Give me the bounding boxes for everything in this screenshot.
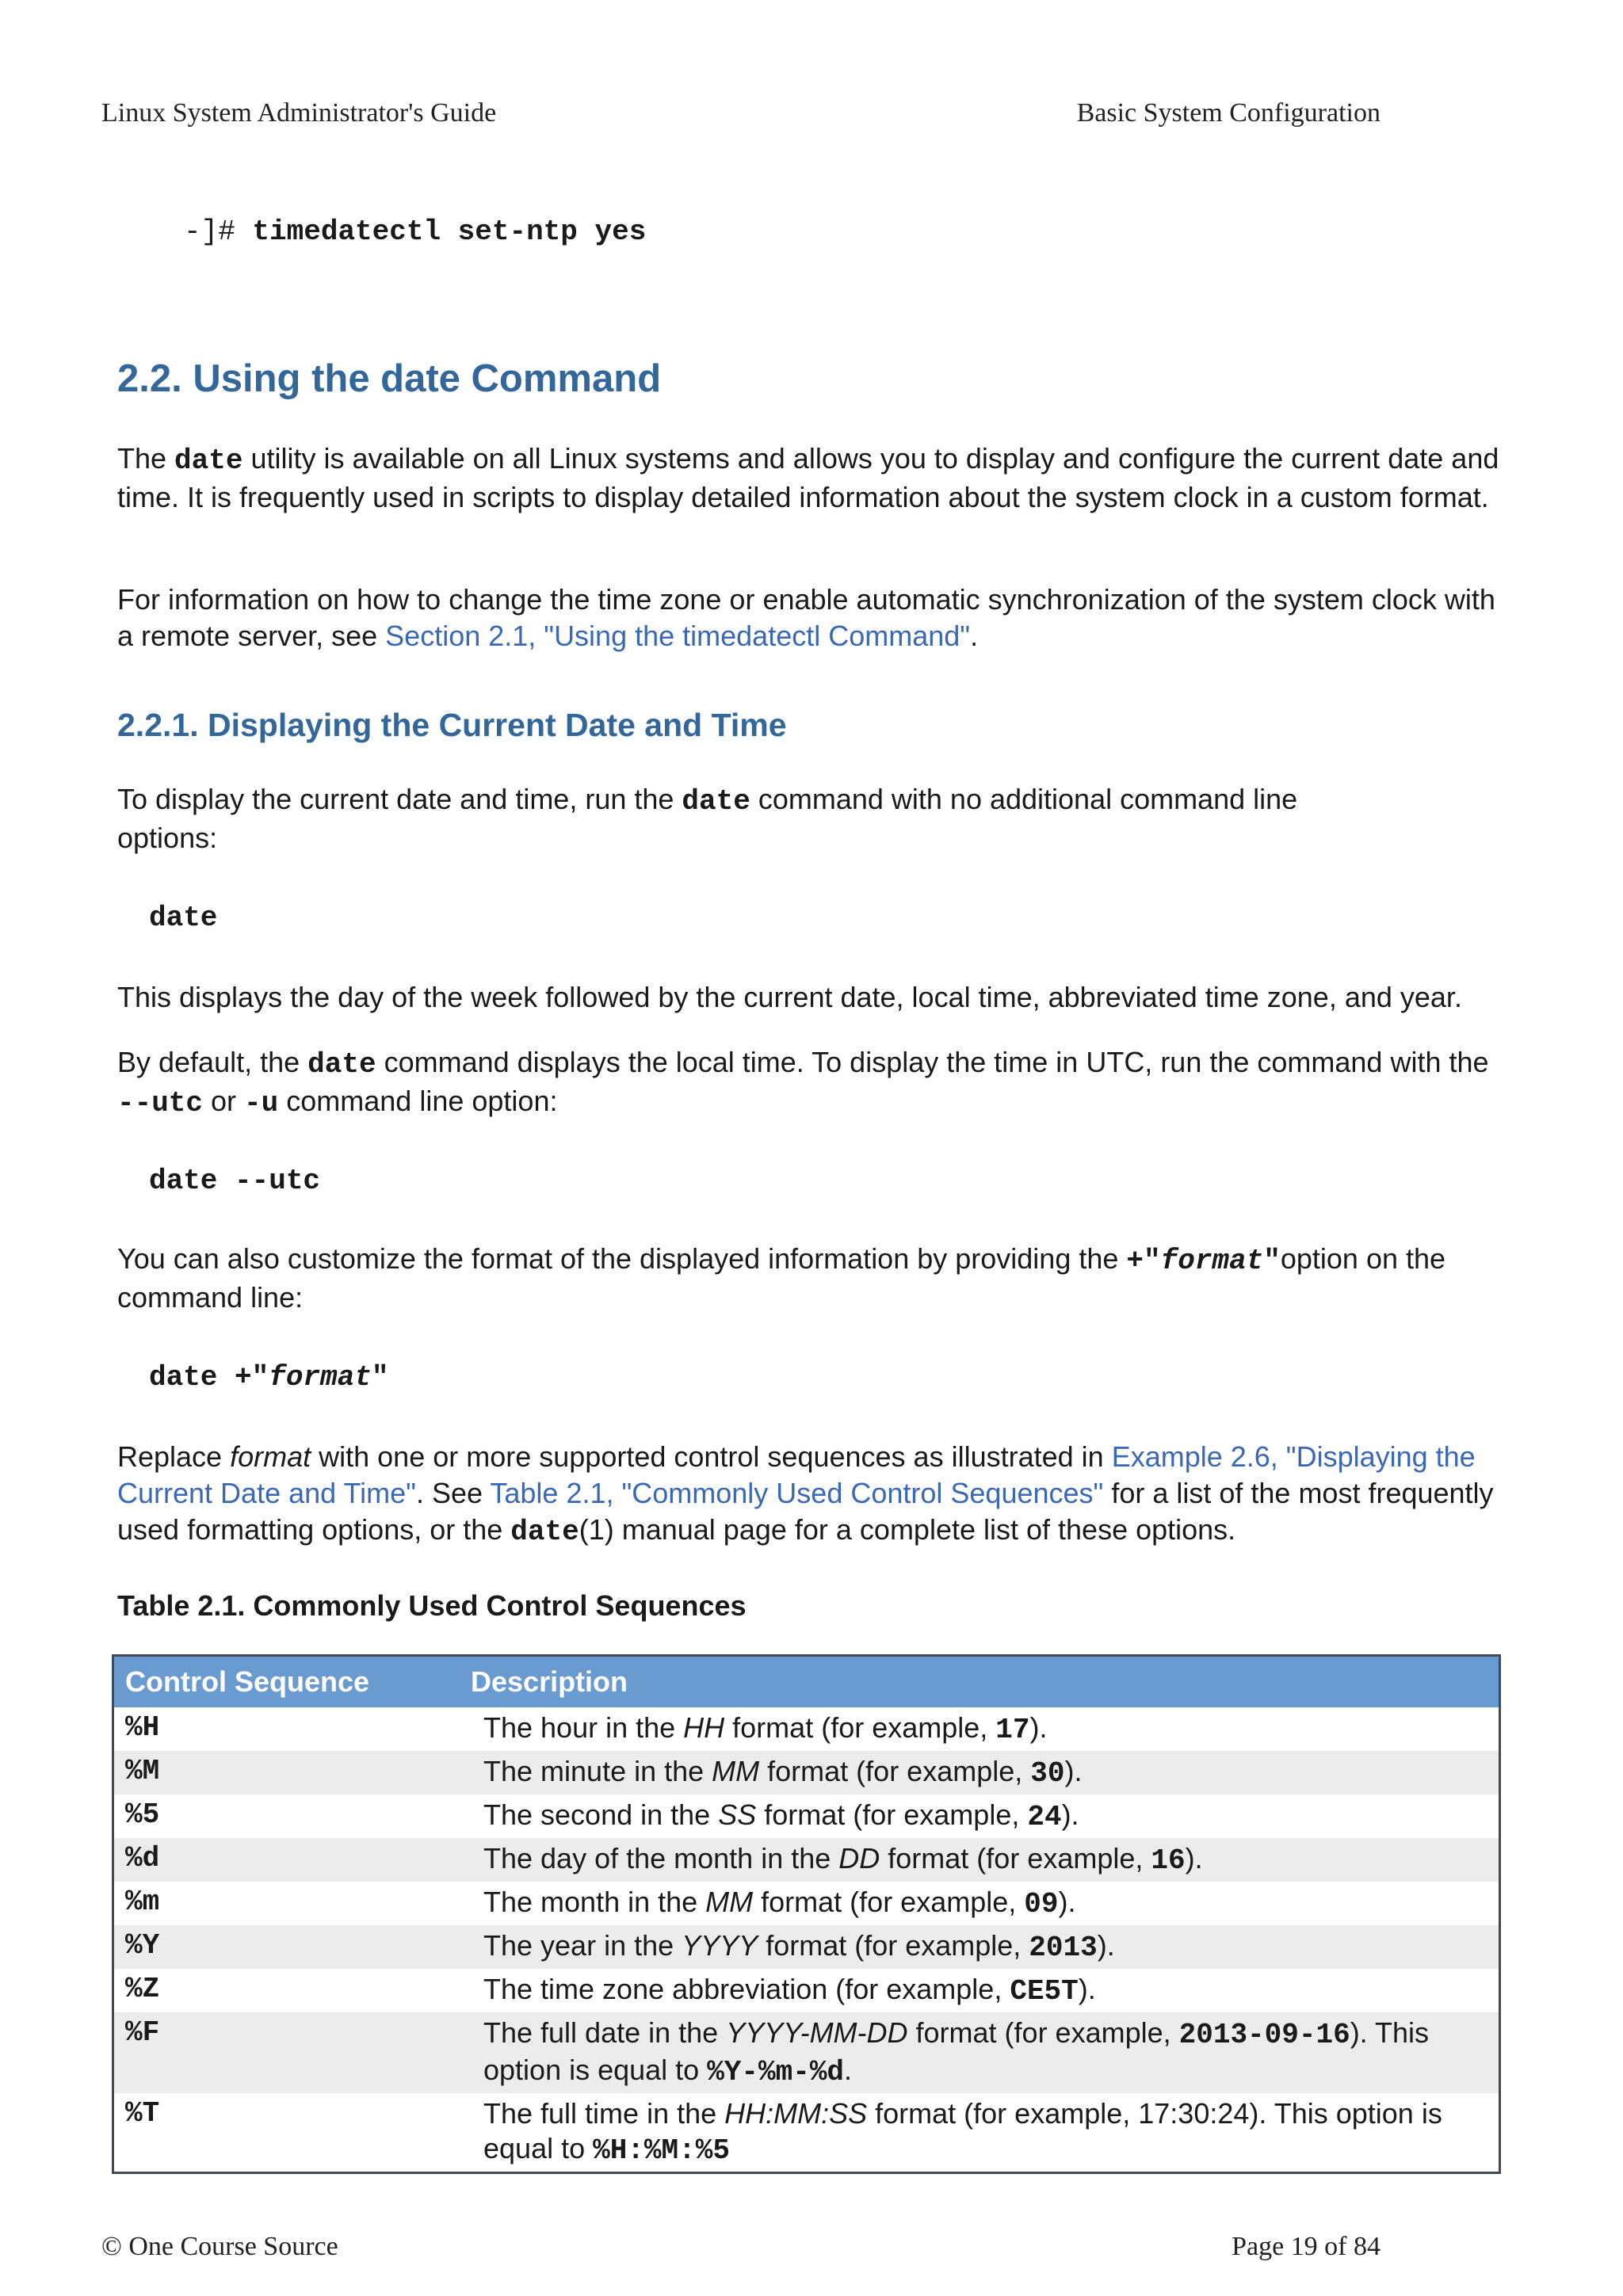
section-heading: 2.2. Using the date Command (117, 357, 662, 400)
text: ). (1029, 1711, 1048, 1744)
text: DD (838, 1842, 880, 1875)
subsection-paragraph-4 (117, 1241, 1512, 1316)
text: " (1263, 1245, 1281, 1277)
control-sequence-cell: %T (125, 2097, 160, 2130)
section-paragraph-2 (117, 582, 1512, 654)
header-doc-title: Linux System Administrator's Guide (101, 98, 497, 128)
table-row (113, 1969, 1500, 2012)
control-sequence-cell: %M (113, 1751, 460, 1794)
text: 2013 (1029, 1932, 1098, 1964)
text: format (269, 1361, 372, 1394)
text: format (for example, (759, 1755, 1031, 1787)
shell-command: timedatectl set-ntp yes (252, 215, 647, 248)
text: The time zone abbreviation (for example, (483, 1973, 1010, 2005)
text: By default, the (117, 1046, 308, 1078)
inline-option: --utc (117, 1087, 204, 1119)
text: for a list of the most frequently used formatting options, or the (117, 1477, 1494, 1546)
text: with one or more supported control sequences as illustrated in (311, 1440, 1112, 1473)
text: To display the current date and time, run the (117, 783, 682, 815)
text: 2013-09-16 (1178, 2019, 1350, 2051)
code-block-date-utc: date --utc (149, 1165, 321, 1197)
text: format (for example, (907, 2016, 1179, 2049)
subsection-paragraph-2: This displays the day of the week followed by the current date, local time, abbreviated time zone, and year. (117, 981, 1462, 1013)
section-paragraph-1 (117, 441, 1512, 516)
code-block-date: date (149, 902, 218, 934)
text: or (203, 1085, 245, 1117)
text: YYYY-MM-DD (726, 2016, 908, 2049)
text: MM (705, 1886, 754, 1918)
text: 24 (1027, 1801, 1062, 1833)
inline-option (1126, 1245, 1280, 1277)
description-cell (460, 2012, 1500, 2093)
example-link[interactable]: Example 2.6, "Displaying the Current Date and Time" (117, 1440, 1476, 1509)
description-cell (460, 1794, 1500, 1838)
text: command displays the local time. To display the time in UTC, run the command with the (376, 1046, 1489, 1078)
control-sequence-cell: %Z (125, 1973, 160, 2005)
table-link[interactable]: Table 2.1, "Commonly Used Control Sequences" (490, 1477, 1104, 1509)
control-sequence-cell: %m (125, 1886, 160, 1918)
previous-code-block (184, 215, 646, 248)
control-sequences-table (112, 1654, 1501, 2174)
text: ). This option is equal to (483, 2016, 1430, 2086)
inline-command: date (307, 1048, 376, 1081)
description-cell (460, 1707, 1500, 1751)
subsection-heading: 2.2.1. Displaying the Current Date and Time (117, 707, 787, 743)
text: ). (1097, 1929, 1115, 1962)
text: format (for example, (880, 1842, 1151, 1875)
text: MM (712, 1755, 760, 1787)
text: format (230, 1440, 311, 1473)
text: The minute in the (483, 1755, 712, 1787)
text: (1) manual page for a complete list of these options. (579, 1513, 1236, 1546)
text: format (for example, 17:30:24). This option is equal to (483, 2097, 1442, 2164)
cross-reference-link[interactable]: Section 2.1, "Using the timedatectl Command" (385, 620, 971, 652)
text: option on the command line: (117, 1242, 1446, 1314)
column-header-control-sequence: Control Sequence (113, 1656, 460, 1708)
text: The second in the (483, 1798, 719, 1831)
text: 09 (1024, 1888, 1059, 1920)
control-sequence-cell: %Y (113, 1925, 460, 1969)
inline-option: -u (244, 1087, 279, 1119)
text: date +" (149, 1361, 269, 1394)
description-cell (460, 1751, 1500, 1794)
text: The full date in the (483, 2016, 727, 2049)
shell-prompt: -]# (184, 215, 253, 248)
inline-command: date (510, 1516, 579, 1548)
column-header-description: Description (460, 1656, 1500, 1708)
text: . (970, 620, 979, 652)
text: format (for example, (753, 1886, 1025, 1918)
table-row (113, 2093, 1500, 2173)
control-sequence-cell: %d (113, 1838, 460, 1882)
inline-command: date (682, 785, 750, 818)
subsection-paragraph-3 (117, 1044, 1512, 1122)
text: format (for example, (758, 1929, 1029, 1962)
description-cell (460, 1925, 1500, 1969)
table-caption: Table 2.1. Commonly Used Control Sequences (117, 1589, 747, 1622)
text: +" (1126, 1245, 1161, 1277)
text: For information on how to change the time zone or enable automatic synchronization of the system clock with a remote server, see (117, 583, 1495, 652)
text: The (117, 442, 175, 475)
text: HH (683, 1711, 725, 1744)
subsection-paragraph-5 (117, 1439, 1496, 1550)
text: ). (1061, 1798, 1079, 1831)
table-header-row (113, 1656, 1500, 1708)
text: ). (1058, 1886, 1076, 1918)
page-footer (101, 2232, 1381, 2262)
table-row (113, 1751, 1500, 1794)
text: The month in the (483, 1886, 706, 1918)
subsection-paragraph-1 (117, 781, 1401, 856)
text: The day of the month in the (483, 1842, 839, 1875)
text: format (for example, (724, 1711, 996, 1744)
text: HH:MM:SS (724, 2097, 868, 2130)
footer-page-number: Page 19 of 84 (1232, 2232, 1381, 2261)
table-row (113, 1838, 1500, 1882)
description-cell (460, 2093, 1500, 2173)
text: . See (415, 1477, 491, 1509)
page-header (101, 98, 1381, 128)
header-chapter-title: Basic System Configuration (1076, 98, 1381, 128)
text: Replace (117, 1440, 231, 1473)
text: %H:%M:%5 (593, 2134, 730, 2167)
table-row (113, 1882, 1500, 1925)
table-row (113, 1707, 1500, 1751)
description-cell (460, 1969, 1500, 2012)
description-cell (460, 1882, 1500, 1925)
text: ). (1185, 1842, 1203, 1875)
footer-copyright: © One Course Source (101, 2232, 338, 2261)
control-sequence-cell: %5 (125, 1798, 160, 1831)
text: SS (718, 1798, 757, 1831)
text: You can also customize the format of the displayed information by providing the (117, 1242, 1127, 1275)
text: YYYY (682, 1929, 758, 1962)
table-row (113, 1794, 1500, 1838)
text: ). (1078, 1973, 1096, 2005)
text: %Y-%m-%d (707, 2056, 845, 2088)
inline-command: date (174, 444, 243, 477)
text: 16 (1151, 1844, 1186, 1877)
table-row (113, 2012, 1500, 2093)
text: The full time in the (483, 2097, 725, 2130)
text: 17 (995, 1714, 1030, 1746)
text: 30 (1030, 1757, 1065, 1790)
description-cell (460, 1838, 1500, 1882)
text: utility is available on all Linux systems and allows you to display and configure the current date and time. It is frequently used in scripts to display detailed information about the system clock in a custom format. (117, 442, 1499, 513)
text: " (371, 1361, 389, 1394)
text: ). (1064, 1755, 1083, 1787)
table-row (113, 1925, 1500, 1969)
text: command with no additional command line options: (117, 783, 1298, 854)
code-block-date-format (149, 1361, 388, 1394)
text: . (844, 2054, 853, 2086)
control-sequence-cell: %F (113, 2012, 460, 2093)
control-sequence-cell: %H (125, 1711, 160, 1744)
text: The year in the (483, 1929, 682, 1962)
text: The hour in the (483, 1711, 684, 1744)
text: command line option: (278, 1085, 558, 1117)
text: format (1160, 1245, 1264, 1277)
text: CE5T (1010, 1975, 1079, 2008)
text: format (for example, (756, 1798, 1028, 1831)
